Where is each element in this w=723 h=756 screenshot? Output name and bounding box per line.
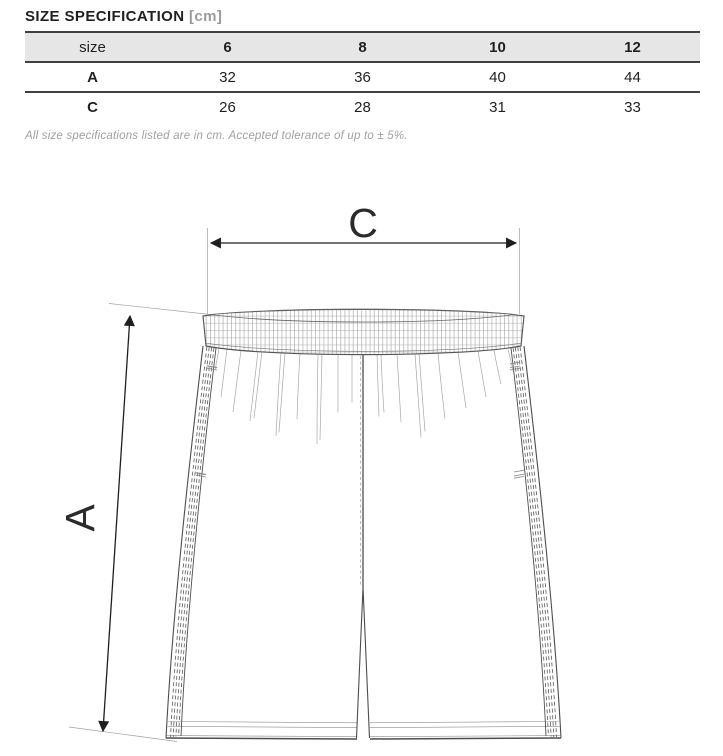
- shorts-technical-drawing: [0, 150, 723, 756]
- bartack-marks: [196, 362, 524, 478]
- page-title: [25, 8, 700, 25]
- row-a-size6: 32: [219, 68, 236, 86]
- right-hem-line-1: [370, 722, 559, 723]
- row-a-label: A: [87, 68, 98, 86]
- size-12-header: 12: [624, 38, 641, 56]
- size-table-header-row: [25, 32, 700, 62]
- row-c-label: C: [87, 98, 98, 116]
- shorts-body: [166, 346, 561, 739]
- a-dimension-arrow: [103, 316, 130, 731]
- size-10-header: 10: [489, 38, 506, 56]
- dimension-c: [208, 200, 520, 314]
- row-c-size10: 31: [489, 98, 506, 116]
- table-row-c: [25, 92, 700, 121]
- size-6-header: 6: [223, 38, 232, 56]
- row-c-size12: 33: [624, 98, 641, 116]
- size-8-header: 8: [358, 38, 367, 56]
- dim-label-a: A: [57, 504, 103, 532]
- a-extension-top: [109, 304, 210, 315]
- size-table: [25, 31, 700, 121]
- gather-wrinkles: [215, 349, 513, 444]
- row-a-size12: 44: [624, 68, 641, 86]
- size-col-header: size: [79, 38, 106, 56]
- dim-label-c: C: [348, 200, 378, 246]
- right-panel-stitches: [513, 347, 556, 737]
- waistband: [203, 309, 524, 354]
- page-title-text: SIZE SPECIFICATION: [25, 8, 185, 25]
- tolerance-note: All size specifications listed are in cm. Accepted tolerance of up to ± 5%.: [25, 130, 408, 142]
- row-c-size6: 26: [219, 98, 236, 116]
- right-hem-line-2: [370, 726, 560, 727]
- left-leg-bottom-inner: [167, 736, 358, 737]
- row-a-size8: 36: [354, 68, 371, 86]
- right-panel-inner-edge: [511, 348, 546, 736]
- left-panel-inner-edge: [181, 348, 216, 736]
- crotch-left-edge: [357, 587, 364, 738]
- dimension-a: [57, 304, 210, 742]
- a-extension-bottom: [69, 727, 177, 742]
- row-a-size10: 40: [489, 68, 506, 86]
- bartack-right-mid: [514, 470, 524, 478]
- unit-label: [cm]: [189, 8, 223, 25]
- left-hem-line-1: [168, 722, 357, 723]
- crotch-right-edge: [363, 587, 370, 738]
- left-leg-bottom-edge: [166, 738, 357, 739]
- right-leg-bottom-inner: [370, 736, 561, 737]
- row-c-size8: 28: [354, 98, 371, 116]
- table-row-a: [25, 62, 700, 92]
- right-leg-bottom-edge: [370, 738, 561, 739]
- left-panel-stitches: [171, 347, 214, 737]
- spec-table-section: [0, 0, 723, 142]
- left-hem-line-2: [168, 726, 357, 727]
